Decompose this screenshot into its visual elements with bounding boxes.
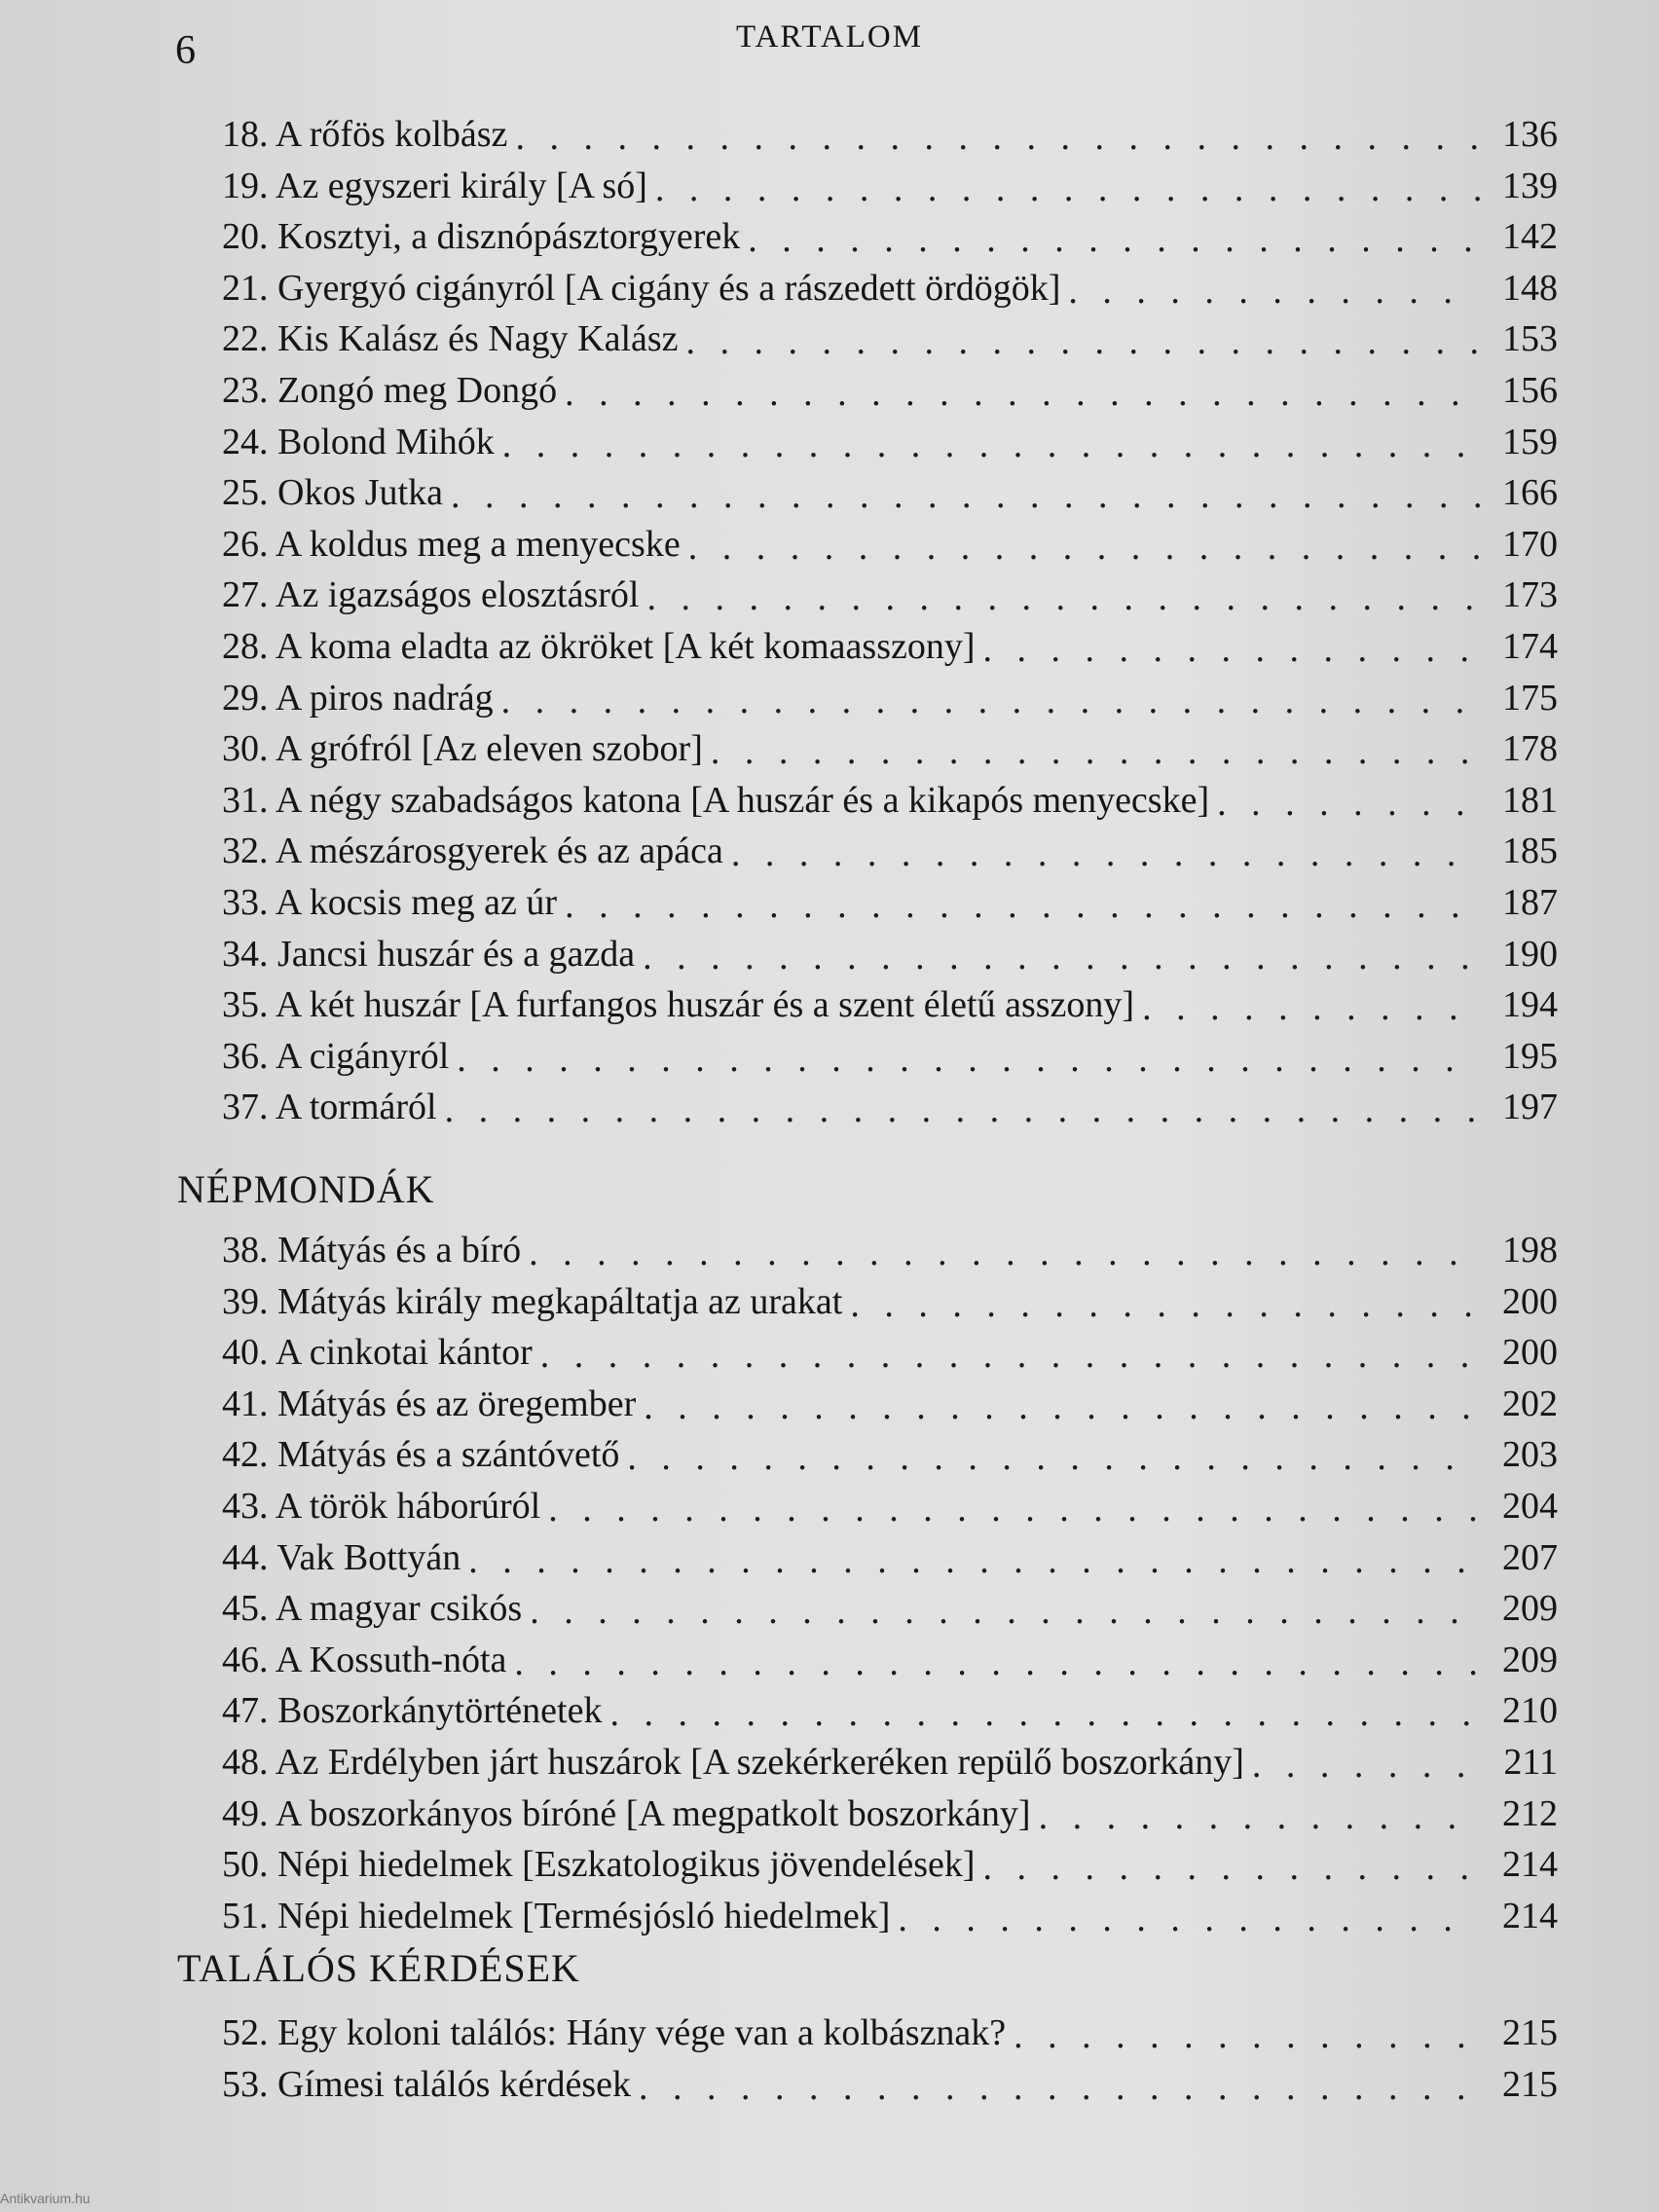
- toc-entry: [222, 566, 1558, 616]
- toc-entry-title: 48. Az Erdélyben járt huszárok [A szekérkeréken repülő boszorkány]: [222, 1742, 1244, 1783]
- toc-entry: [222, 976, 1558, 1026]
- toc-entry: [222, 1027, 1558, 1078]
- toc-entry-page: 178: [1502, 728, 1558, 769]
- toc-entry-title: 28. A koma eladta az ökröket [A két komaasszony]: [222, 626, 976, 667]
- toc-entry-page: 198: [1502, 1230, 1558, 1271]
- toc-entry-page: 156: [1502, 370, 1558, 411]
- dot-leader: [748, 221, 1480, 258]
- dot-leader: [468, 1542, 1480, 1579]
- toc-entry-title: 38. Mátyás és a bíró: [222, 1230, 522, 1271]
- toc-entry: [222, 157, 1558, 207]
- dot-leader: [502, 426, 1480, 463]
- dot-leader: [445, 1091, 1480, 1128]
- toc-entry-page: 181: [1502, 780, 1558, 821]
- dot-leader: [609, 1695, 1480, 1732]
- toc-entry-page: 202: [1502, 1383, 1558, 1424]
- toc-entry-title: 47. Boszorkánytörténetek: [222, 1690, 603, 1731]
- toc-entry-title: 37. A tormáról: [222, 1087, 437, 1127]
- watermark: Antikvarium.hu: [0, 2191, 91, 2206]
- dot-leader: [451, 477, 1480, 514]
- toc-entry-page: 214: [1502, 1844, 1558, 1885]
- dot-leader: [643, 939, 1480, 976]
- toc-entry-page: 214: [1502, 1896, 1558, 1936]
- toc-entry-page: 185: [1502, 830, 1558, 871]
- toc-entry-title: 33. A kocsis meg az úr: [222, 882, 558, 923]
- toc-entry: [222, 1579, 1558, 1630]
- toc-entry-title: 49. A boszorkányos bíróné [A megpatkolt boszorkány]: [222, 1793, 1031, 1834]
- toc-entry: [222, 1631, 1558, 1681]
- toc-entry: [222, 669, 1558, 719]
- dot-leader: [983, 1849, 1480, 1886]
- toc-entry-page: 175: [1502, 678, 1558, 719]
- toc-entry-page: 195: [1502, 1036, 1558, 1077]
- toc-entry-title: 45. A magyar csikós: [222, 1588, 523, 1629]
- toc-entry-page: 215: [1502, 2012, 1558, 2053]
- dot-leader: [655, 170, 1480, 207]
- toc-entry-title: 32. A mészárosgyerek és az apáca: [222, 830, 723, 871]
- dot-leader: [1142, 989, 1480, 1026]
- dot-leader: [644, 1388, 1480, 1425]
- toc-entry-page: 187: [1502, 882, 1558, 923]
- toc-entry-title: 43. A török háborúról: [222, 1486, 541, 1527]
- toc-entry-title: 21. Gyergyó cigányról [A cigány és a rászedett ördögök]: [222, 268, 1061, 309]
- toc-entry: [222, 1733, 1558, 1784]
- toc-entry-title: 44. Vak Bottyán: [222, 1537, 461, 1578]
- dot-leader: [529, 1235, 1480, 1272]
- toc-entry-title: 31. A négy szabadságos katona [A huszár és a kikapós menyecske]: [222, 780, 1210, 821]
- toc-entry: [222, 719, 1558, 770]
- toc-entry-title: 41. Mátyás és az öregember: [222, 1383, 637, 1424]
- toc-entry-title: 19. Az egyszeri király [A só]: [222, 166, 647, 206]
- toc-entry: [222, 1529, 1558, 1579]
- section-heading: NÉPMONDÁK: [177, 1167, 435, 1211]
- toc-entry-page: 173: [1502, 574, 1558, 615]
- section-heading: TALÁLÓS KÉRDÉSEK: [177, 1946, 580, 1990]
- toc-entry-page: 207: [1502, 1537, 1558, 1578]
- toc-entry-page: 153: [1502, 318, 1558, 359]
- toc-entry: [222, 1221, 1558, 1272]
- dot-leader: [688, 529, 1480, 566]
- toc-entry-page: 203: [1502, 1434, 1558, 1475]
- dot-leader: [686, 323, 1480, 360]
- toc-entry-title: 42. Mátyás és a szántóvető: [222, 1434, 620, 1475]
- toc-entry: [222, 617, 1558, 668]
- toc-entry: [222, 1375, 1558, 1425]
- toc-entry: [222, 2055, 1558, 2106]
- running-head: TARTALOM: [735, 19, 924, 55]
- toc-entry: [222, 413, 1558, 463]
- toc-entry-page: 200: [1502, 1281, 1558, 1322]
- toc-entry-page: 209: [1502, 1588, 1558, 1629]
- dot-leader: [501, 682, 1480, 719]
- toc-entry-page: 148: [1502, 268, 1558, 309]
- toc-entry-page: 159: [1502, 422, 1558, 462]
- dot-leader: [457, 1041, 1480, 1078]
- toc-entry: [222, 1887, 1558, 1937]
- toc-entry: [222, 259, 1558, 310]
- toc-entry: [222, 361, 1558, 412]
- toc-entry: [222, 1835, 1558, 1886]
- toc-entry-title: 50. Népi hiedelmek [Eszkatologikus jövendelések]: [222, 1844, 976, 1885]
- dot-leader: [565, 887, 1480, 924]
- toc-entry: [222, 1425, 1558, 1476]
- dot-leader: [711, 733, 1480, 770]
- toc-entry-page: 209: [1502, 1640, 1558, 1680]
- toc-entry: [222, 105, 1558, 156]
- toc-entry-title: 34. Jancsi huszár és a gazda: [222, 934, 636, 975]
- toc-entry-page: 136: [1502, 114, 1558, 155]
- toc-entry-page: 170: [1502, 524, 1558, 565]
- dot-leader: [983, 631, 1480, 668]
- dot-leader: [731, 835, 1480, 872]
- toc-entry-title: 25. Okos Jutka: [222, 472, 443, 513]
- toc-entry-title: 26. A koldus meg a menyecske: [222, 524, 681, 565]
- dot-leader: [850, 1286, 1480, 1323]
- toc-entry-title: 53. Gímesi találós kérdések: [222, 2064, 632, 2105]
- dot-leader: [898, 1900, 1480, 1937]
- dot-leader: [1014, 2017, 1480, 2054]
- toc-entry: [222, 822, 1558, 872]
- toc-entry: [222, 1477, 1558, 1528]
- toc-entry-title: 29. A piros nadrág: [222, 678, 494, 719]
- toc-entry-page: 190: [1502, 934, 1558, 975]
- toc-entry: [222, 1785, 1558, 1835]
- toc-entry-page: 139: [1502, 166, 1558, 206]
- toc-entry-page: 166: [1502, 472, 1558, 513]
- toc-entry-title: 36. A cigányról: [222, 1036, 450, 1077]
- toc-entry-title: 39. Mátyás király megkapáltatja az urakat: [222, 1281, 843, 1322]
- toc-entry: [222, 771, 1558, 822]
- page-number: 6: [175, 28, 196, 73]
- dot-leader: [515, 119, 1480, 156]
- toc-entry: [222, 1078, 1558, 1128]
- toc-entry-page: 142: [1502, 216, 1558, 257]
- dot-leader: [540, 1337, 1480, 1374]
- toc-entry-title: 52. Egy koloni találós: Hány vége van a kolbásznak?: [222, 2012, 1007, 2053]
- dot-leader: [1217, 785, 1480, 822]
- toc-entry-page: 210: [1502, 1690, 1558, 1731]
- toc-entry: [222, 207, 1558, 258]
- dot-leader: [1252, 1747, 1480, 1784]
- dot-leader: [627, 1439, 1480, 1476]
- toc-entry-title: 22. Kis Kalász és Nagy Kalász: [222, 318, 679, 359]
- toc-entry: [222, 2004, 1558, 2054]
- toc-entry-title: 27. Az igazságos elosztásról: [222, 574, 640, 615]
- toc-entry-title: 20. Kosztyi, a disznópásztorgyerek: [222, 216, 741, 257]
- dot-leader: [1039, 1798, 1480, 1835]
- toc-entry-page: 197: [1502, 1087, 1558, 1127]
- dot-leader: [548, 1491, 1480, 1528]
- toc-entry-title: 35. A két huszár [A furfangos huszár és a szent életű asszony]: [222, 984, 1135, 1025]
- toc-entry-title: 46. A Kossuth-nóta: [222, 1640, 507, 1680]
- toc-entry: [222, 1272, 1558, 1323]
- dot-leader: [514, 1644, 1480, 1681]
- toc-entry: [222, 310, 1558, 360]
- toc-entry-page: 194: [1502, 984, 1558, 1025]
- toc-entry-title: 30. A grófról [Az eleven szobor]: [222, 728, 703, 769]
- toc-entry-page: 211: [1503, 1742, 1558, 1783]
- toc-entry-title: 23. Zongó meg Dongó: [222, 370, 558, 411]
- toc-entry-page: 204: [1502, 1486, 1558, 1527]
- toc-entry: [222, 463, 1558, 514]
- toc-entry: [222, 873, 1558, 924]
- toc-entry-title: 18. A rőfös kolbász: [222, 114, 508, 155]
- toc-entry: [222, 1681, 1558, 1732]
- toc-entry-page: 215: [1502, 2064, 1558, 2105]
- toc-entry-page: 212: [1502, 1793, 1558, 1834]
- toc-entry-page: 200: [1502, 1332, 1558, 1373]
- dot-leader: [639, 2069, 1480, 2106]
- dot-leader: [565, 375, 1480, 412]
- toc-entry-title: 40. A cinkotai kántor: [222, 1332, 533, 1373]
- toc-entry-title: 51. Népi hiedelmek [Termésjósló hiedelmek]: [222, 1896, 891, 1936]
- toc-entry: [222, 1323, 1558, 1374]
- toc-entry: [222, 515, 1558, 566]
- dot-leader: [1068, 273, 1480, 310]
- toc-entry-title: 24. Bolond Mihók: [222, 422, 495, 462]
- toc-entry: [222, 925, 1558, 976]
- dot-leader: [530, 1593, 1480, 1630]
- toc-entry-page: 174: [1502, 626, 1558, 667]
- dot-leader: [646, 579, 1480, 616]
